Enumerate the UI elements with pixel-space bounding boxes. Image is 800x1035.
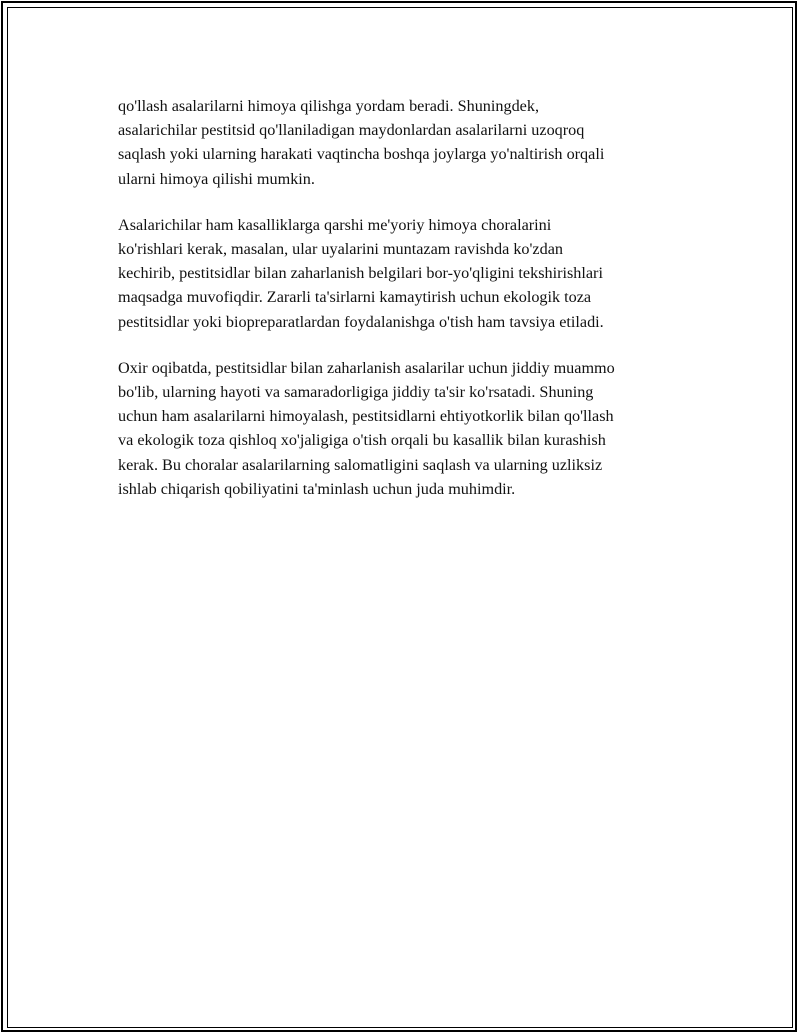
text-line: kerak. Bu choralar asalarilarning salomatligini saqlash va ularning uzliksiz xyxy=(118,455,603,474)
text-line: qo'llash asalarilarni himoya qilishga yordam beradi. Shuningdek, xyxy=(118,97,540,115)
text-line: Oxir oqibatda, pestitsidlar bilan zaharlanish asalarilar uchun jiddiy muammo xyxy=(118,358,615,377)
text-line: pestitsidlar yoki biopreparatlardan foydalanishga o'tish ham tavsiya etiladi. xyxy=(118,312,604,331)
text-line: uchun ham asalarilarni himoyalash, pestitsidlarni ehtiyotkorlik bilan qo'llash xyxy=(118,407,614,426)
text-line: ko'rishlari kerak, masalan, ular uyalarini muntazam ravishda ko'zdan xyxy=(118,240,563,259)
text-line: ularni himoya qilishi mumkin. xyxy=(118,169,315,188)
text-line: saqlash yoki ularning harakati vaqtincha boshqa joylarga yo'naltirish orqali xyxy=(118,145,605,164)
paragraph-3 xyxy=(118,356,698,501)
text-line: bo'lib, ularning hayoti va samaradorligiga jiddiy ta'sir ko'rsatadi. Shuning xyxy=(118,383,594,402)
text-line: kechirib, pestitsidlar bilan zaharlanish belgilari bor-yo'qligini tekshirishlari xyxy=(118,264,603,283)
paragraph-2 xyxy=(118,213,698,334)
text-line: ishlab chiqarish qobiliyatini ta'minlash uchun juda muhimdir. xyxy=(118,479,516,498)
text-line: Asalarichilar ham kasalliklarga qarshi me'yoriy himoya choralarini xyxy=(118,215,552,234)
text-line: maqsadga muvofiqdir. Zararli ta'sirlarni kamaytirish uchun ekologik toza xyxy=(118,288,592,307)
document-body xyxy=(118,94,698,523)
paragraph-1 xyxy=(118,94,698,191)
text-line: va ekologik toza qishloq xo'jaligiga o'tish orqali bu kasallik bilan kurashish xyxy=(118,431,606,450)
text-line: asalarichilar pestitsid qo'llaniladigan maydonlardan asalarilarni uzoqroq xyxy=(118,121,585,140)
